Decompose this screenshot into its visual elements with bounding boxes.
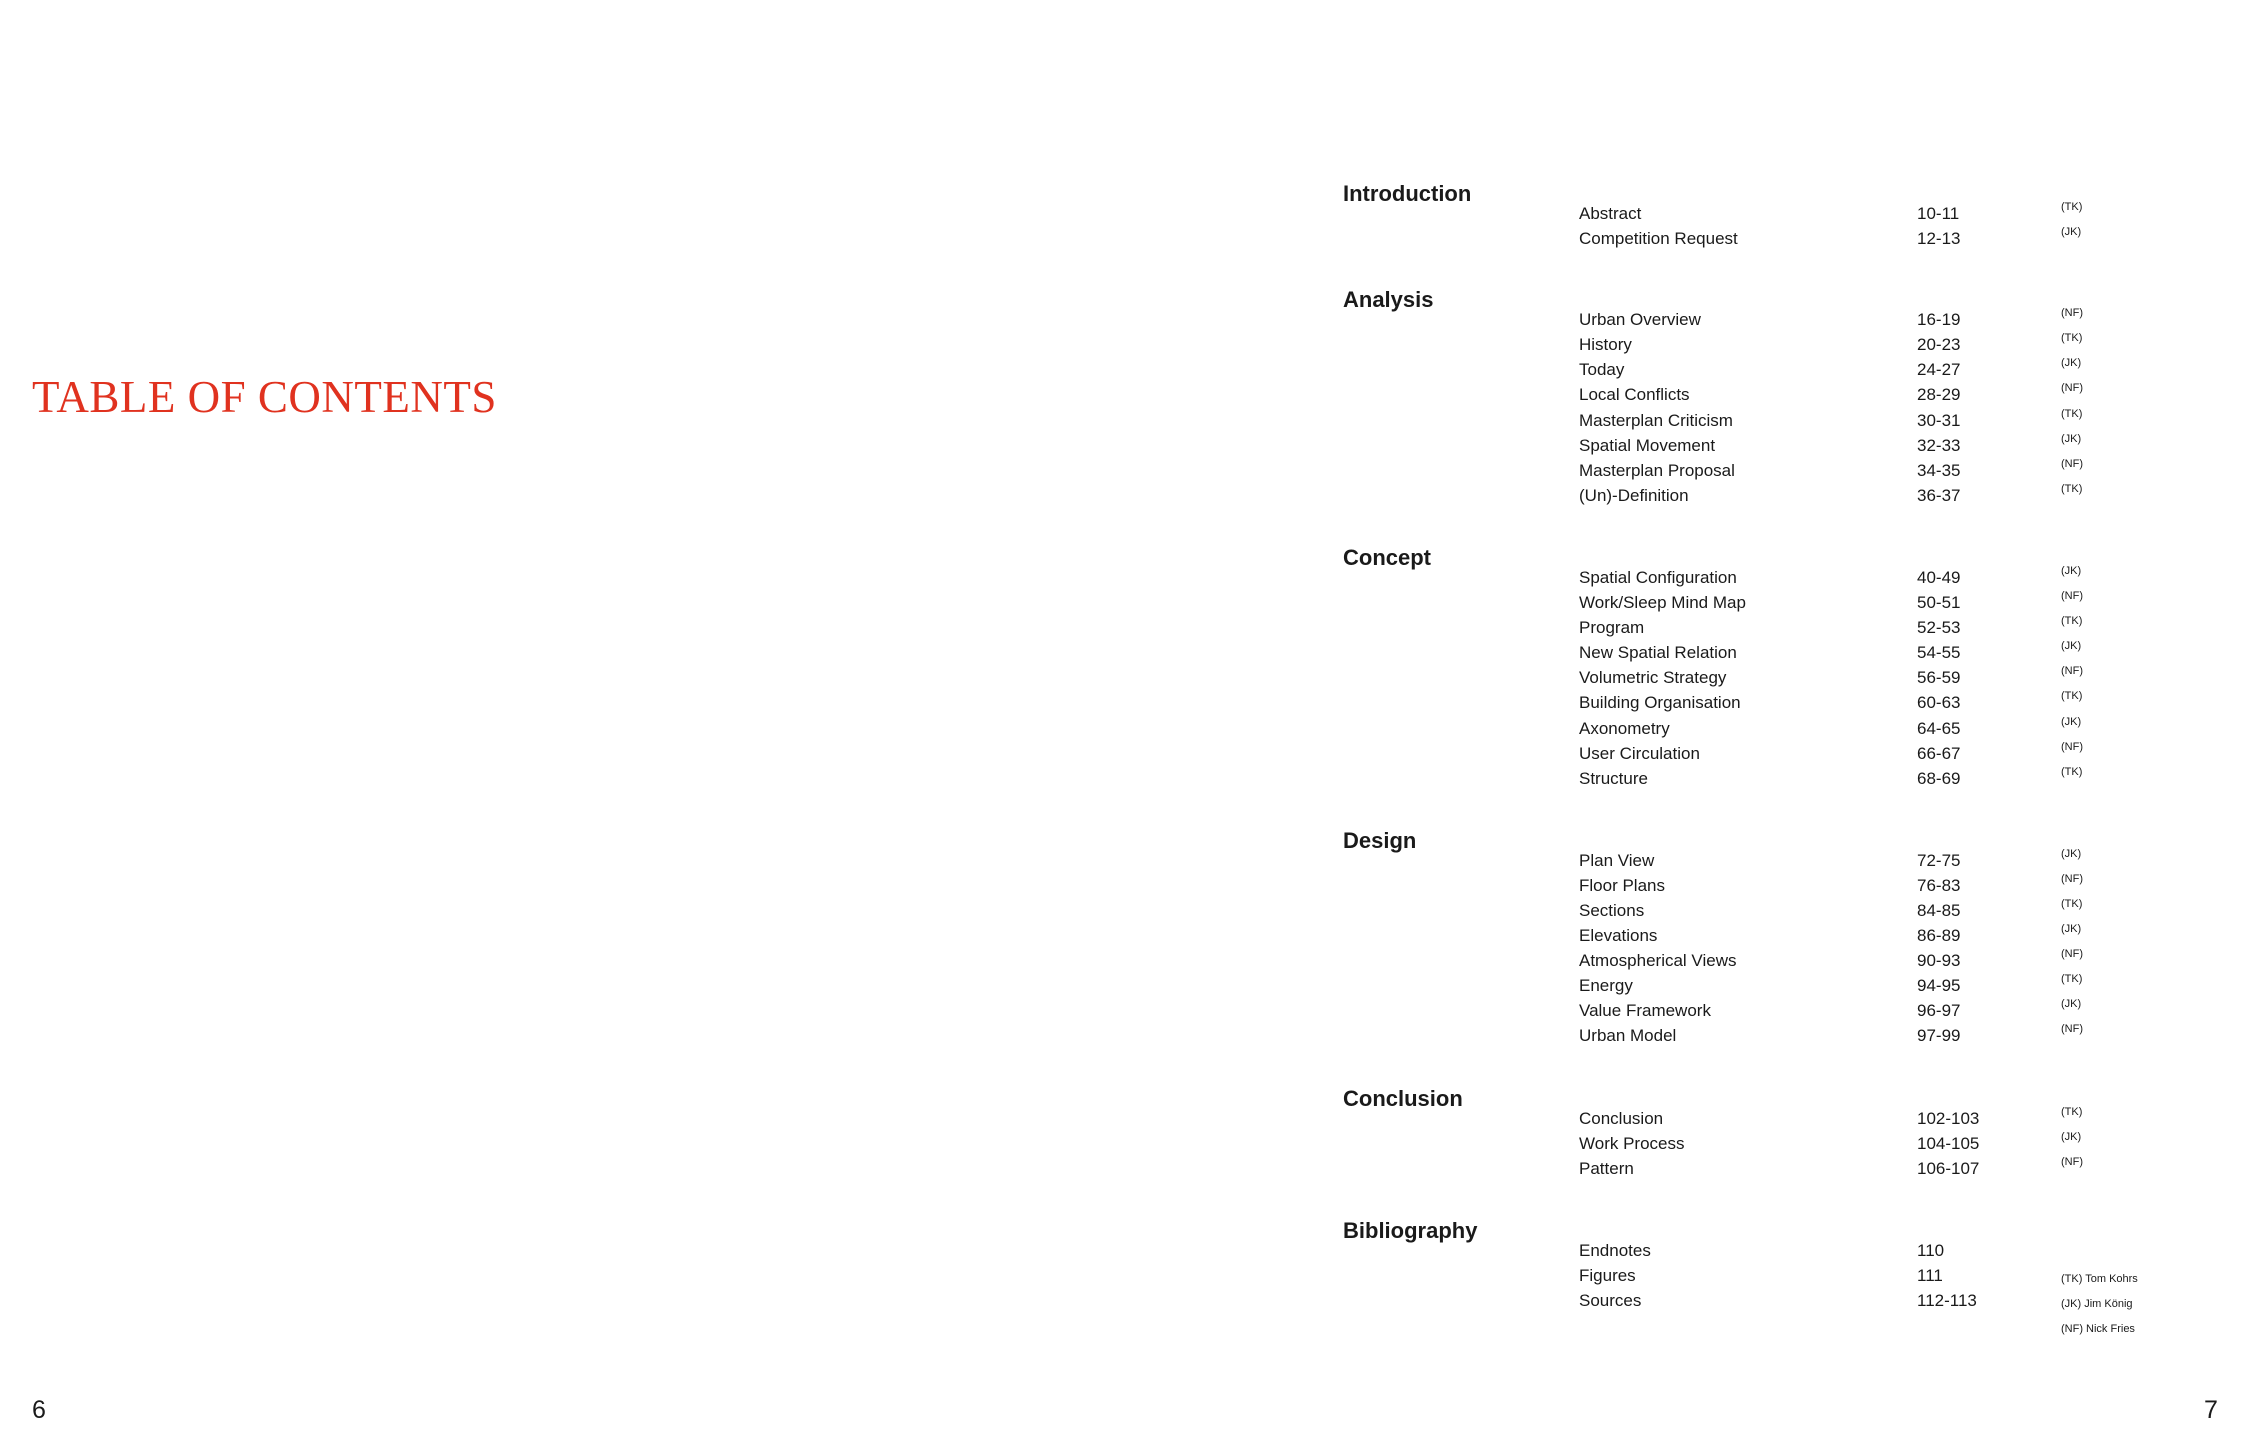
- entry-page-range: 40-49: [1917, 567, 1961, 587]
- entry-title: Urban Model: [1579, 1026, 1677, 1046]
- entry-author-tag: (JK): [2061, 715, 2082, 728]
- entry-title: New Spatial Relation: [1579, 643, 1737, 663]
- entry-author-tag: (TK): [2061, 201, 2083, 213]
- entry-title: User Circulation: [1579, 743, 1700, 763]
- section-heading: Analysis: [1343, 287, 1434, 313]
- entry-page-range: 56-59: [1917, 668, 1961, 688]
- entry-title: Program: [1579, 618, 1645, 638]
- toc-entry: [1343, 458, 2183, 483]
- legend-item: (JK) Jim König: [2061, 1298, 2133, 1311]
- toc-entry: [1343, 382, 2183, 407]
- legend-item: (NF) Nick Fries: [2061, 1323, 2135, 1336]
- entry-title: Spatial Movement: [1579, 435, 1716, 455]
- entry-page-range: 16-19: [1917, 310, 1961, 330]
- entry-title: Endnotes: [1579, 1240, 1651, 1260]
- section-heading: Introduction: [1343, 181, 1472, 206]
- toc-section: [1343, 183, 2183, 251]
- entry-author-tag: (NF): [2061, 1155, 2083, 1168]
- entry-title: Axonometry: [1579, 718, 1670, 738]
- toc-entry: [1343, 433, 2183, 458]
- entry-page-range: 72-75: [1917, 850, 1961, 870]
- toc-entry: [1343, 923, 2183, 948]
- entry-page-range: 64-65: [1917, 718, 1961, 738]
- entry-page-range: 30-31: [1917, 410, 1961, 430]
- entry-page-range: 66-67: [1917, 743, 1961, 763]
- page-number-left: 6: [32, 1396, 46, 1424]
- entry-author-tag: (TK): [2061, 332, 2083, 345]
- entry-page-range: 76-83: [1917, 875, 1961, 895]
- entry-author-tag: (JK): [2061, 1130, 2082, 1143]
- toc-entry: [1343, 408, 2183, 433]
- section-heading: Design: [1343, 827, 1417, 853]
- entry-page-range: 36-37: [1917, 485, 1961, 505]
- toc-entry: [1343, 1106, 2183, 1131]
- entry-author-tag: (NF): [2061, 1023, 2083, 1036]
- entry-page-range: 90-93: [1917, 951, 1961, 971]
- entry-page-range: 104-105: [1917, 1133, 1980, 1153]
- toc-entry: [1343, 565, 2183, 590]
- entry-list: [1343, 827, 2183, 1049]
- entry-page-range: 84-85: [1917, 900, 1961, 920]
- toc-entry: [1343, 873, 2183, 898]
- toc-entry: [1343, 590, 2183, 615]
- entry-author-tag: (TK): [2061, 1105, 2083, 1118]
- entry-title: Work/Sleep Mind Map: [1579, 593, 1746, 613]
- entry-author-tag: (JK): [2061, 357, 2082, 370]
- entry-page-range: 96-97: [1917, 1001, 1961, 1021]
- entry-page-range: 94-95: [1917, 976, 1961, 996]
- toc-entry: [1343, 615, 2183, 640]
- entry-title: Figures: [1579, 1265, 1636, 1285]
- entry-title: Elevations: [1579, 926, 1658, 946]
- toc-entry: [1343, 357, 2183, 382]
- entry-page-range: 86-89: [1917, 926, 1961, 946]
- entry-page-range: 112-113: [1917, 1291, 1977, 1310]
- entry-list: [1343, 1085, 2183, 1181]
- toc-entry: [1343, 690, 2183, 715]
- toc-section: [1343, 1085, 2183, 1181]
- entry-author-tag: (TK): [2061, 897, 2083, 910]
- entry-author-tag: (NF): [2061, 740, 2083, 753]
- entry-title: Urban Overview: [1579, 310, 1701, 330]
- entry-title: Sections: [1579, 900, 1645, 920]
- toc-entry: [1343, 1023, 2183, 1048]
- entry-list: [1343, 544, 2183, 791]
- entry-author-tag: (NF): [2061, 665, 2083, 678]
- entry-title: Volumetric Strategy: [1579, 668, 1727, 688]
- entry-title: Structure: [1579, 768, 1648, 788]
- entry-title: Local Conflicts: [1579, 385, 1690, 405]
- entry-title: Spatial Configuration: [1579, 567, 1737, 587]
- toc-entry: [1343, 716, 2183, 741]
- entry-title: Floor Plans: [1579, 875, 1665, 895]
- toc-entry: [1343, 998, 2183, 1023]
- entry-title: Conclusion: [1579, 1108, 1664, 1128]
- entry-title: Value Framework: [1579, 1001, 1711, 1021]
- toc-entry: [1343, 665, 2183, 690]
- entry-page-range: 28-29: [1917, 385, 1961, 405]
- toc-entry: [1343, 332, 2183, 357]
- toc-section: [1343, 544, 2183, 791]
- entry-title: (Un)-Definition: [1579, 485, 1689, 505]
- toc-entry: [1343, 1156, 2183, 1181]
- toc-entry: [1343, 226, 2183, 251]
- entry-author-tag: (NF): [2061, 382, 2083, 395]
- toc-entry: [1343, 483, 2183, 508]
- entry-author-tag: (JK): [2061, 923, 2082, 936]
- toc-entry: [1343, 201, 2183, 226]
- entry-title: Abstract: [1579, 204, 1642, 223]
- entry-title: Competition Request: [1579, 229, 1738, 249]
- toc-entry: [1343, 898, 2183, 923]
- entry-title: Work Process: [1579, 1133, 1685, 1153]
- entry-author-tag: (TK): [2061, 973, 2083, 986]
- entry-title: Building Organisation: [1579, 693, 1741, 713]
- section-heading: Bibliography: [1343, 1217, 1478, 1243]
- entry-author-tag: (NF): [2061, 307, 2083, 320]
- entry-list: [1343, 289, 2183, 508]
- entry-page-range: 60-63: [1917, 693, 1961, 713]
- toc-entry: [1343, 1131, 2183, 1156]
- toc-entry: [1343, 307, 2183, 332]
- entry-title: Atmospherical Views: [1579, 951, 1737, 971]
- entry-title: Plan View: [1579, 850, 1655, 870]
- toc-entry: [1343, 766, 2183, 791]
- entry-author-tag: (JK): [2061, 847, 2082, 860]
- entry-page-range: 52-53: [1917, 618, 1961, 638]
- entry-page-range: 54-55: [1917, 643, 1961, 663]
- entry-page-range: 110: [1917, 1240, 1945, 1260]
- entry-page-range: 68-69: [1917, 768, 1961, 788]
- entry-author-tag: (JK): [2061, 998, 2082, 1011]
- entry-title: Energy: [1579, 976, 1633, 996]
- entry-author-tag: (JK): [2061, 640, 2082, 653]
- entry-title: Today: [1579, 360, 1625, 380]
- entry-author-tag: (JK): [2061, 432, 2082, 445]
- toc-section: [1343, 1217, 2183, 1313]
- table-of-contents: [1343, 183, 2183, 1313]
- entry-author-tag: (NF): [2061, 872, 2083, 885]
- toc-entry: [1343, 741, 2183, 766]
- entry-page-range: 106-107: [1917, 1158, 1980, 1178]
- entry-page-range: 12-13: [1917, 229, 1961, 249]
- entry-author-tag: (JK): [2061, 564, 2082, 577]
- entry-author-tag: (TK): [2061, 407, 2083, 420]
- entry-title: Masterplan Criticism: [1579, 410, 1733, 430]
- toc-entry: [1343, 848, 2183, 873]
- entry-page-range: 10-11: [1917, 204, 1960, 223]
- entry-page-range: 97-99: [1917, 1026, 1961, 1046]
- toc-entry: [1343, 948, 2183, 973]
- toc-entry: [1343, 640, 2183, 665]
- entry-page-range: 20-23: [1917, 335, 1961, 355]
- entry-page-range: 102-103: [1917, 1108, 1980, 1128]
- entry-page-range: 50-51: [1917, 593, 1961, 613]
- entry-page-range: 111: [1917, 1265, 1943, 1285]
- entry-author-tag: (NF): [2061, 590, 2083, 603]
- toc-entry: [1343, 973, 2183, 998]
- toc-entry: [1343, 1263, 2183, 1288]
- entry-author-tag: (TK): [2061, 482, 2083, 495]
- author-legend: [2061, 1271, 2138, 1347]
- entry-author-tag: (TK): [2061, 690, 2083, 703]
- section-heading: Concept: [1343, 544, 1431, 570]
- page-title: TABLE OF CONTENTS: [32, 372, 497, 422]
- entry-title: Masterplan Proposal: [1579, 460, 1735, 480]
- entry-author-tag: (JK): [2061, 226, 2082, 239]
- legend-item: (TK) Tom Kohrs: [2061, 1273, 2138, 1285]
- entry-title: Pattern: [1579, 1158, 1634, 1178]
- entry-title: Sources: [1579, 1291, 1642, 1310]
- entry-author-tag: (TK): [2061, 765, 2083, 778]
- page-number-right: 7: [2204, 1396, 2218, 1424]
- entry-page-range: 32-33: [1917, 435, 1961, 455]
- entry-page-range: 24-27: [1917, 360, 1961, 380]
- toc-section: [1343, 827, 2183, 1049]
- toc-entry: [1343, 1288, 2183, 1313]
- entry-title: History: [1579, 335, 1632, 355]
- toc-entry: [1343, 1238, 2183, 1263]
- entry-author-tag: (NF): [2061, 948, 2083, 961]
- entry-author-tag: (TK): [2061, 615, 2083, 628]
- section-heading: Conclusion: [1343, 1085, 1463, 1111]
- toc-section: [1343, 289, 2183, 508]
- entry-author-tag: (NF): [2061, 457, 2083, 470]
- entry-page-range: 34-35: [1917, 460, 1961, 480]
